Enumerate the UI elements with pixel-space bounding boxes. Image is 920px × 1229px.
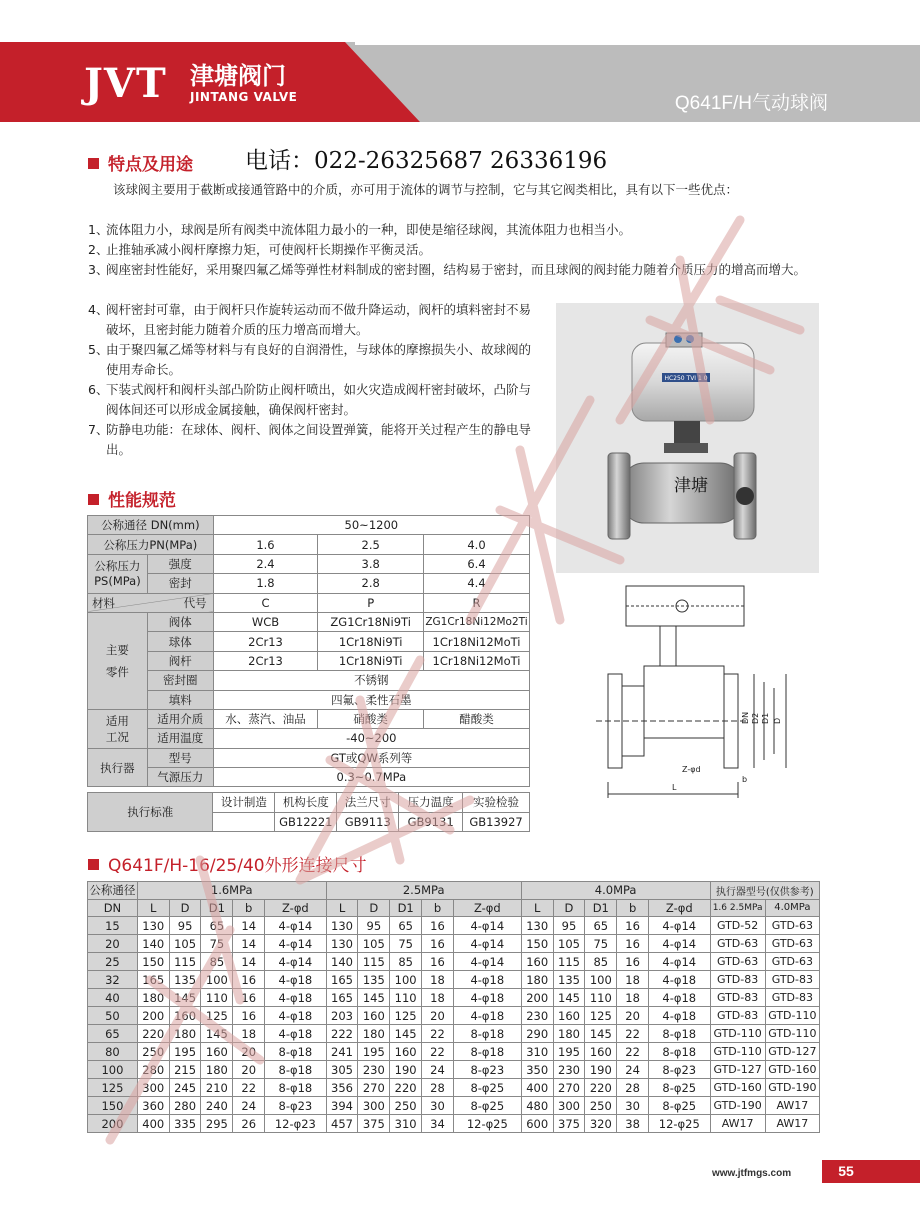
table-cell: 20	[617, 1007, 649, 1025]
table-row	[88, 1079, 820, 1097]
list-item: 3、 阀座密封性能好，采用聚四氟乙烯等弹性材料制成的密封圈，结构易于密封，而且球阀的阀封能力随着介质压力的增高而增大。	[88, 262, 807, 277]
svg-text:DN: DN	[741, 711, 750, 724]
table-cell: 24	[233, 1097, 265, 1115]
table-cell: GTD-110	[710, 1043, 765, 1061]
table-cell: 115	[169, 953, 201, 971]
table-cell: 16	[422, 917, 454, 935]
footer-url[interactable]: www.jtfmgs.com	[712, 1168, 792, 1179]
table-cell: AW17	[765, 1097, 819, 1115]
table-cell: GTD-110	[765, 1025, 819, 1043]
table-cell: 22	[233, 1079, 265, 1097]
svg-text:L: L	[672, 783, 677, 792]
table-cell: 145	[169, 989, 201, 1007]
dims-heading: Q641F/H-16/25/40外形连接尺寸	[88, 851, 367, 876]
dimension-drawing	[596, 582, 820, 802]
table-cell: 105	[553, 935, 585, 953]
table-row: 执行标准 设计制造 机构长度 法兰尺寸 压力温度 实验检验	[88, 793, 530, 813]
list-item: 2、 止推轴承减小阀杆摩擦力矩，可使阀杆长期操作平衡灵活。	[88, 242, 432, 257]
table-cell: GTD-83	[710, 989, 765, 1007]
table-cell: 22	[422, 1043, 454, 1061]
table-cell: GTD-83	[710, 971, 765, 989]
table-cell: 4-φ18	[453, 989, 521, 1007]
table-cell: 14	[233, 953, 265, 971]
table-cell: 8-φ18	[649, 1043, 711, 1061]
table-cell: 110	[585, 989, 617, 1007]
table-cell: 160	[585, 1043, 617, 1061]
table-cell: 280	[169, 1097, 201, 1115]
table-cell: 8-φ18	[649, 1025, 711, 1043]
table-cell: 8-φ25	[453, 1097, 521, 1115]
table-cell: 135	[358, 971, 390, 989]
table-cell: 230	[521, 1007, 553, 1025]
page-number: 55	[838, 1163, 854, 1179]
table-cell: 28	[422, 1079, 454, 1097]
table-cell: 115	[553, 953, 585, 971]
table-cell: 85	[390, 953, 422, 971]
table-cell: 4-φ18	[453, 1007, 521, 1025]
table-cell: 270	[553, 1079, 585, 1097]
table-cell: 110	[390, 989, 422, 1007]
dn-cell: 25	[88, 953, 138, 971]
table-row: 填料 四氟、柔性石墨	[88, 690, 530, 709]
list-item: 7、 防静电功能：在球体、阀杆、阀体之间设置弹簧，能将开关过程产生的静电导出。	[88, 422, 532, 457]
table-cell: 100	[585, 971, 617, 989]
svg-text:D1: D1	[761, 712, 770, 724]
table-cell: 145	[585, 1025, 617, 1043]
table-cell: GTD-83	[765, 971, 819, 989]
table-cell: 145	[358, 989, 390, 1007]
list-item: 4、 阀杆密封可靠，由于阀杆只作旋转运动而不做升降运动，阀杆的填料密封不易破坏，且密封能力随着介质的压力增高而增大。	[88, 302, 532, 337]
table-cell: 26	[233, 1115, 265, 1133]
table-cell: 24	[617, 1061, 649, 1079]
table-cell: AW17	[765, 1115, 819, 1133]
table-cell: 300	[137, 1079, 169, 1097]
table-cell: 4-φ14	[649, 917, 711, 935]
table-cell: 195	[358, 1043, 390, 1061]
list-item: 5、 由于聚四氟乙烯等材料与有良好的自润滑性，与球体的摩擦损失小、故球阀的使用寿命长。	[88, 342, 532, 377]
company-name-cn: 津塘阀门	[190, 62, 286, 90]
table-cell: 30	[422, 1097, 454, 1115]
table-cell: 16	[422, 953, 454, 971]
table-cell: 480	[521, 1097, 553, 1115]
table-cell: 20	[422, 1007, 454, 1025]
table-cell: 12-φ25	[649, 1115, 711, 1133]
table-cell: AW17	[710, 1115, 765, 1133]
table-cell: 250	[137, 1043, 169, 1061]
table-cell: 130	[326, 917, 358, 935]
table-cell: 4-φ14	[453, 935, 521, 953]
table-row	[88, 1043, 820, 1061]
table-row: 球体 2Cr13 1Cr18Ni9Ti 1Cr18Ni12MoTi	[88, 632, 530, 651]
table-header-row: DN L D D1 b Z-φd L D D1 b Z-φd L D D1 b Z-φd 1.6 2.5MPa 4.0MPa	[88, 899, 820, 917]
table-cell: 200	[521, 989, 553, 1007]
table-cell: 24	[422, 1061, 454, 1079]
table-row: 适用温度 -40~200	[88, 729, 530, 748]
bullet-square-icon	[88, 158, 99, 169]
table-row	[88, 1025, 820, 1043]
table-cell: 130	[137, 917, 169, 935]
table-cell: 245	[169, 1079, 201, 1097]
table-row: 公称通径 DN(mm) 50~1200	[88, 516, 530, 535]
table-cell: 130	[521, 917, 553, 935]
table-row	[88, 1097, 820, 1115]
table-cell: 4-φ14	[265, 917, 327, 935]
table-cell: 180	[358, 1025, 390, 1043]
svg-text:HC250 TVI 1 0: HC250 TVI 1 0	[664, 375, 708, 382]
table-cell: 145	[201, 1025, 233, 1043]
table-cell: 65	[390, 917, 422, 935]
table-cell: 320	[585, 1115, 617, 1133]
table-cell: GTD-63	[710, 935, 765, 953]
table-cell: 135	[553, 971, 585, 989]
table-cell: 195	[553, 1043, 585, 1061]
dn-cell: 150	[88, 1097, 138, 1115]
table-cell: GTD-127	[765, 1043, 819, 1061]
table-cell: 220	[390, 1079, 422, 1097]
table-cell: 300	[358, 1097, 390, 1115]
table-cell: 300	[553, 1097, 585, 1115]
table-cell: 12-φ23	[265, 1115, 327, 1133]
table-cell: 8-φ25	[649, 1079, 711, 1097]
table-row: 材料 代号 C P R	[88, 593, 530, 612]
list-item: 1、 流体阻力小，球阀是所有阀类中流体阻力最小的一种，即使是缩径球阀，其流体阻力也相当小。	[88, 222, 632, 237]
table-cell: 165	[137, 971, 169, 989]
table-row	[88, 953, 820, 971]
table-cell: 4-φ14	[265, 935, 327, 953]
table-cell: 270	[358, 1079, 390, 1097]
dn-cell: 65	[88, 1025, 138, 1043]
table-cell: GTD-83	[710, 1007, 765, 1025]
dn-cell: 15	[88, 917, 138, 935]
table-cell: 350	[521, 1061, 553, 1079]
table-cell: 160	[390, 1043, 422, 1061]
table-cell: 135	[169, 971, 201, 989]
table-cell: 28	[617, 1079, 649, 1097]
table-cell: 160	[521, 953, 553, 971]
table-row: 主要 零件 阀体 WCB ZG1Cr18Ni9Ti ZG1Cr18Ni12Mo2Ti	[88, 612, 530, 631]
company-name-en: JINTANG VALVE	[190, 90, 298, 104]
logo-mark: JVT	[84, 60, 167, 107]
table-cell: 241	[326, 1043, 358, 1061]
table-cell: 18	[617, 989, 649, 1007]
table-cell: 75	[390, 935, 422, 953]
table-row	[88, 1115, 820, 1133]
table-cell: 210	[201, 1079, 233, 1097]
table-cell: 4-φ18	[265, 989, 327, 1007]
table-cell: 310	[521, 1043, 553, 1061]
valve-illustration	[556, 303, 819, 573]
dn-cell: 125	[88, 1079, 138, 1097]
table-cell: 310	[390, 1115, 422, 1133]
standards-table	[87, 792, 530, 832]
table-cell: 20	[233, 1043, 265, 1061]
table-header-row: 公称通径 1.6MPa 2.5MPa 4.0MPa 执行器型号(仅供参考)	[88, 882, 820, 900]
photo-watermark-label: 津塘	[674, 476, 708, 496]
table-cell: 4-φ18	[265, 971, 327, 989]
table-cell: 8-φ23	[265, 1097, 327, 1115]
table-cell: GTD-52	[710, 917, 765, 935]
dimension-table	[87, 881, 820, 1133]
table-cell: 457	[326, 1115, 358, 1133]
table-cell: 160	[553, 1007, 585, 1025]
table-cell: 230	[358, 1061, 390, 1079]
table-cell: 8-φ25	[453, 1079, 521, 1097]
product-photo	[556, 303, 819, 573]
table-cell: 165	[326, 989, 358, 1007]
table-cell: 8-φ18	[453, 1043, 521, 1061]
table-row	[88, 917, 820, 935]
table-cell: 100	[201, 971, 233, 989]
table-cell: 22	[617, 1025, 649, 1043]
table-cell: 200	[137, 1007, 169, 1025]
table-cell: 8-φ18	[265, 1079, 327, 1097]
table-row: 阀杆 2Cr13 1Cr18Ni9Ti 1Cr18Ni12MoTi	[88, 651, 530, 670]
table-cell: 16	[422, 935, 454, 953]
table-cell: 95	[553, 917, 585, 935]
table-cell: 105	[169, 935, 201, 953]
table-cell: 100	[390, 971, 422, 989]
table-cell: GTD-63	[765, 935, 819, 953]
table-cell: 160	[169, 1007, 201, 1025]
table-cell: 115	[358, 953, 390, 971]
table-cell: 20	[233, 1061, 265, 1079]
table-cell: GTD-63	[710, 953, 765, 971]
table-cell: 8-φ23	[453, 1061, 521, 1079]
page-number-bar	[822, 1160, 920, 1183]
svg-text:Z-φd: Z-φd	[682, 765, 701, 774]
phone-number: 电话：022-26325687 26336196	[245, 148, 608, 174]
table-cell: 600	[521, 1115, 553, 1133]
table-cell: GTD-190	[765, 1079, 819, 1097]
table-cell: 95	[358, 917, 390, 935]
table-cell: 250	[390, 1097, 422, 1115]
table-cell: 18	[233, 1025, 265, 1043]
table-cell: 400	[137, 1115, 169, 1133]
table-cell: 14	[233, 935, 265, 953]
table-cell: 356	[326, 1079, 358, 1097]
table-cell: 75	[201, 935, 233, 953]
table-cell: 18	[422, 971, 454, 989]
table-cell: 160	[358, 1007, 390, 1025]
table-cell: 4-φ18	[453, 971, 521, 989]
table-cell: 145	[553, 989, 585, 1007]
table-cell: 16	[617, 935, 649, 953]
table-cell: 195	[169, 1043, 201, 1061]
header-divider	[355, 42, 920, 45]
table-cell: 180	[169, 1025, 201, 1043]
table-row: 公称压力PN(MPa) 1.6 2.5 4.0	[88, 535, 530, 554]
table-cell: 150	[521, 935, 553, 953]
table-cell: 230	[553, 1061, 585, 1079]
table-cell: 34	[422, 1115, 454, 1133]
feature-list-top	[88, 220, 828, 280]
table-cell: 85	[585, 953, 617, 971]
table-cell: 305	[326, 1061, 358, 1079]
table-cell: 4-φ14	[453, 917, 521, 935]
dn-cell: 20	[88, 935, 138, 953]
table-cell: 12-φ25	[453, 1115, 521, 1133]
table-cell: 130	[326, 935, 358, 953]
table-cell: 180	[201, 1061, 233, 1079]
table-cell: 160	[201, 1043, 233, 1061]
feature-list-bottom	[88, 300, 536, 460]
table-row	[88, 989, 820, 1007]
table-cell: GTD-160	[710, 1079, 765, 1097]
table-cell: 4-φ18	[265, 1025, 327, 1043]
table-cell: 215	[169, 1061, 201, 1079]
table-cell: 180	[553, 1025, 585, 1043]
table-cell: 4-φ18	[649, 1007, 711, 1025]
table-cell: 8-φ25	[649, 1097, 711, 1115]
table-cell: 65	[201, 917, 233, 935]
table-cell: 360	[137, 1097, 169, 1115]
table-cell: 145	[390, 1025, 422, 1043]
table-row: 适用 工况 适用介质 水、蒸汽、油品 硝酸类 醋酸类	[88, 709, 530, 728]
svg-text:b: b	[742, 775, 748, 784]
table-cell: 4-φ14	[649, 935, 711, 953]
table-row: 密封 1.8 2.8 4.4	[88, 574, 530, 593]
bullet-square-icon	[88, 494, 99, 505]
table-cell: 14	[233, 917, 265, 935]
table-cell: 220	[585, 1079, 617, 1097]
table-cell: 30	[617, 1097, 649, 1115]
performance-table	[87, 515, 530, 787]
table-cell: 140	[326, 953, 358, 971]
table-cell: 65	[585, 917, 617, 935]
table-row: 执行器 型号 GT或QW系列等	[88, 748, 530, 767]
table-cell: GTD-127	[710, 1061, 765, 1079]
page-title: Q641F/H气动球阀	[674, 93, 828, 114]
table-cell: 180	[521, 971, 553, 989]
table-cell: 8-φ18	[265, 1061, 327, 1079]
table-cell: 394	[326, 1097, 358, 1115]
table-cell: 335	[169, 1115, 201, 1133]
features-heading: 特点及用途	[88, 150, 193, 175]
bullet-square-icon	[88, 859, 99, 870]
table-cell: 140	[137, 935, 169, 953]
table-cell: 290	[521, 1025, 553, 1043]
table-cell: GTD-110	[710, 1025, 765, 1043]
table-cell: 18	[617, 971, 649, 989]
table-cell: GTD-83	[765, 989, 819, 1007]
svg-text:D2: D2	[751, 712, 760, 724]
table-cell: 180	[137, 989, 169, 1007]
list-item: 6、 下装式阀杆和阀杆头部凸阶防止阀杆喷出，如火灾造成阀杆密封破坏，凸阶与阀体间还可以形成金属接触，确保阀杆密封。	[88, 382, 532, 417]
dn-cell: 80	[88, 1043, 138, 1061]
table-cell: 16	[617, 917, 649, 935]
page-header	[0, 42, 920, 122]
table-cell: 400	[521, 1079, 553, 1097]
table-cell: 203	[326, 1007, 358, 1025]
table-cell: 375	[553, 1115, 585, 1133]
table-cell: 125	[201, 1007, 233, 1025]
intro-paragraph: 该球阀主要用于截断或接通管路中的介质，亦可用于流体的调节与控制，它与其它阀类相比，具有以下一些优点：	[113, 182, 739, 197]
table-cell: 150	[137, 953, 169, 971]
table-cell: 125	[585, 1007, 617, 1025]
table-cell: 95	[169, 917, 201, 935]
table-cell: 4-φ14	[453, 953, 521, 971]
table-cell: 295	[201, 1115, 233, 1133]
table-cell: 375	[358, 1115, 390, 1133]
dn-cell: 200	[88, 1115, 138, 1133]
dn-cell: 40	[88, 989, 138, 1007]
table-cell: 75	[585, 935, 617, 953]
table-row	[88, 935, 820, 953]
table-cell: 8-φ23	[649, 1061, 711, 1079]
dn-cell: 32	[88, 971, 138, 989]
table-cell: 18	[422, 989, 454, 1007]
dimension-table-body	[88, 917, 820, 1133]
table-cell: 22	[617, 1043, 649, 1061]
table-cell: 16	[617, 953, 649, 971]
dn-cell: 50	[88, 1007, 138, 1025]
table-cell: 4-φ18	[649, 971, 711, 989]
perf-heading: 性能规范	[88, 486, 176, 511]
table-cell: 190	[390, 1061, 422, 1079]
table-cell: 125	[390, 1007, 422, 1025]
table-cell: 8-φ18	[453, 1025, 521, 1043]
table-cell: GTD-190	[710, 1097, 765, 1115]
table-cell: 16	[233, 1007, 265, 1025]
table-cell: 190	[585, 1061, 617, 1079]
table-cell: 222	[326, 1025, 358, 1043]
table-cell: 240	[201, 1097, 233, 1115]
table-cell: 4-φ18	[265, 1007, 327, 1025]
svg-text:D: D	[773, 717, 782, 724]
table-cell: 110	[201, 989, 233, 1007]
table-cell: 16	[233, 971, 265, 989]
table-cell: 16	[233, 989, 265, 1007]
table-cell: 105	[358, 935, 390, 953]
table-row: 气源压力 0.3~0.7MPa	[88, 768, 530, 787]
table-row	[88, 1061, 820, 1079]
table-cell: 85	[201, 953, 233, 971]
table-cell: 250	[585, 1097, 617, 1115]
table-row: GB12221 GB9113 GB9131 GB13927	[88, 812, 530, 832]
table-cell: 220	[137, 1025, 169, 1043]
table-cell: 4-φ14	[265, 953, 327, 971]
table-row: 公称压力 PS(MPa) 强度 2.4 3.8 6.4	[88, 554, 530, 573]
table-cell: 22	[422, 1025, 454, 1043]
table-cell: 4-φ18	[649, 989, 711, 1007]
table-cell: GTD-63	[765, 917, 819, 935]
table-cell: GTD-110	[765, 1007, 819, 1025]
table-row	[88, 1007, 820, 1025]
table-cell: GTD-63	[765, 953, 819, 971]
dn-cell: 100	[88, 1061, 138, 1079]
table-cell: 38	[617, 1115, 649, 1133]
table-cell: 4-φ14	[649, 953, 711, 971]
table-cell: 165	[326, 971, 358, 989]
table-cell: 280	[137, 1061, 169, 1079]
table-row: 密封圈 不锈钢	[88, 671, 530, 690]
table-cell: GTD-160	[765, 1061, 819, 1079]
table-cell: 8-φ18	[265, 1043, 327, 1061]
table-row	[88, 971, 820, 989]
